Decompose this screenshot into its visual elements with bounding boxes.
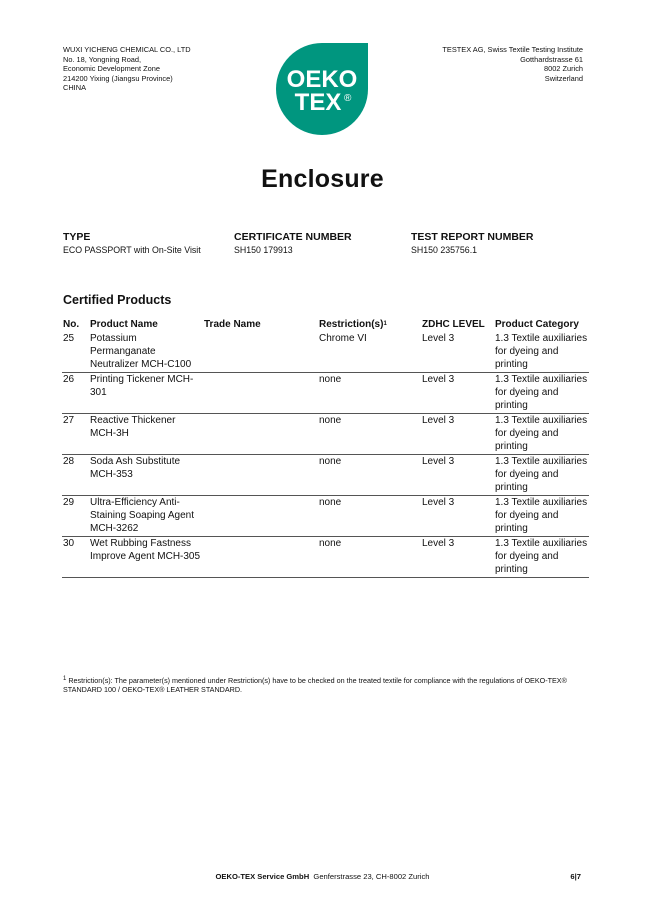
cell-zdhc-level: Level 3 xyxy=(421,373,494,414)
type-value: ECO PASSPORT with On-Site Visit xyxy=(63,245,201,255)
cell-restriction: none xyxy=(318,414,421,455)
cell-restriction: none xyxy=(318,537,421,578)
oeko-tex-logo xyxy=(276,43,368,135)
column-header-product-name: Product Name xyxy=(90,319,158,330)
cell-no: 28 xyxy=(62,455,89,496)
cell-product-name: Wet Rubbing Fastness Improve Agent MCH-305 xyxy=(89,537,203,578)
issuer-address xyxy=(63,45,191,93)
institute-line: Switzerland xyxy=(544,73,583,83)
cell-product-name: Ultra-Efficiency Anti-Staining Soaping Agent MCH-3262 xyxy=(89,496,203,537)
institute-address xyxy=(442,45,583,83)
column-header-no: No. xyxy=(63,319,80,330)
cell-product-name: Printing Tickener MCH-301 xyxy=(89,373,203,414)
cell-restriction: none xyxy=(318,455,421,496)
table-row xyxy=(62,537,589,578)
section-title: Certified Products xyxy=(63,293,172,307)
table-header-row xyxy=(62,319,589,332)
issuer-line: 214200 Yixing (Jiangsu Province) xyxy=(63,73,173,83)
logo-text-tex: TEX xyxy=(294,89,342,116)
cell-product-name: Soda Ash Substitute MCH-353 xyxy=(89,455,203,496)
test-report-label: TEST REPORT NUMBER xyxy=(411,231,534,243)
cell-zdhc-level: Level 3 xyxy=(421,496,494,537)
logo-text-oeko: OEKO xyxy=(286,66,358,93)
cell-product-category: 1.3 Textile auxiliaries for dyeing and printing xyxy=(494,496,589,537)
cell-product-name: Reactive Thickener MCH-3H xyxy=(89,414,203,455)
table-row xyxy=(62,373,589,414)
cell-trade-name xyxy=(203,537,318,578)
certificate-value: SH150 179913 xyxy=(234,245,293,255)
issuer-line: No. 18, Yongning Road, xyxy=(63,54,142,64)
cell-product-name: Potassium Permanganate Neutralizer MCH-C100 xyxy=(89,332,203,373)
page-number: 6|7 xyxy=(570,872,581,881)
cell-restriction: none xyxy=(318,496,421,537)
restriction-footnote xyxy=(63,676,583,695)
type-block xyxy=(63,231,201,255)
page-footer xyxy=(0,872,645,881)
cell-no: 27 xyxy=(62,414,89,455)
certificate-block xyxy=(234,231,352,255)
type-label: TYPE xyxy=(63,231,91,243)
cell-zdhc-level: Level 3 xyxy=(421,455,494,496)
cell-no: 25 xyxy=(62,332,89,373)
table-row xyxy=(62,455,589,496)
cell-product-category: 1.3 Textile auxiliaries for dyeing and printing xyxy=(494,414,589,455)
cell-restriction: none xyxy=(318,373,421,414)
table-row xyxy=(62,496,589,537)
page-title: Enclosure xyxy=(261,165,384,193)
cell-product-category: 1.3 Textile auxiliaries for dyeing and printing xyxy=(494,455,589,496)
footnote-number: 1 xyxy=(63,676,67,682)
cell-trade-name xyxy=(203,332,318,373)
footer-address: Genferstrasse 23, CH-8002 Zurich xyxy=(313,872,430,881)
institute-line: TESTEX AG, Swiss Textile Testing Institute xyxy=(442,45,583,54)
certificate-label: CERTIFICATE NUMBER xyxy=(234,231,352,243)
cell-product-category: 1.3 Textile auxiliaries for dyeing and printing xyxy=(494,373,589,414)
cell-trade-name xyxy=(203,414,318,455)
table-row xyxy=(62,414,589,455)
certified-products-table xyxy=(62,319,589,578)
restrictions-header-text: Restriction(s) xyxy=(319,319,384,330)
column-header-zdhc-level: ZDHC LEVEL xyxy=(422,319,485,330)
institute-line: 8002 Zurich xyxy=(543,64,583,74)
cell-trade-name xyxy=(203,455,318,496)
cell-zdhc-level: Level 3 xyxy=(421,537,494,578)
footnote-marker: 1 xyxy=(383,321,387,327)
cell-no: 26 xyxy=(62,373,89,414)
footer-company: OEKO-TEX Service GmbH xyxy=(215,872,310,881)
cell-product-category: 1.3 Textile auxiliaries for dyeing and printing xyxy=(494,332,589,373)
issuer-line: WUXI YICHENG CHEMICAL CO., LTD xyxy=(63,45,191,54)
issuer-line: CHINA xyxy=(63,83,86,93)
institute-line: Gotthardstrasse 61 xyxy=(520,54,583,64)
test-report-value: SH150 235756.1 xyxy=(411,245,478,255)
cell-trade-name xyxy=(203,496,318,537)
cell-zdhc-level: Level 3 xyxy=(421,414,494,455)
issuer-line: Economic Development Zone xyxy=(63,64,160,74)
column-header-product-category: Product Category xyxy=(495,319,579,330)
cell-no: 30 xyxy=(62,537,89,578)
logo-registered-mark: ® xyxy=(344,93,352,104)
footnote-text: Restriction(s): The parameter(s) mentioned under Restriction(s) have to be checked on the treated textile for compliance with the regulations of OEKO-TEX® STANDARD 100 / OEKO-TEX® LEATHER STANDARD. xyxy=(63,676,567,695)
test-report-block xyxy=(411,231,534,255)
cell-product-category: 1.3 Textile auxiliaries for dyeing and printing xyxy=(494,537,589,578)
column-header-restrictions xyxy=(318,319,421,332)
cell-trade-name xyxy=(203,373,318,414)
cell-zdhc-level: Level 3 xyxy=(421,332,494,373)
cell-no: 29 xyxy=(62,496,89,537)
cell-restriction: Chrome VI xyxy=(318,332,421,373)
column-header-trade-name: Trade Name xyxy=(204,319,261,330)
table-row xyxy=(62,332,589,373)
